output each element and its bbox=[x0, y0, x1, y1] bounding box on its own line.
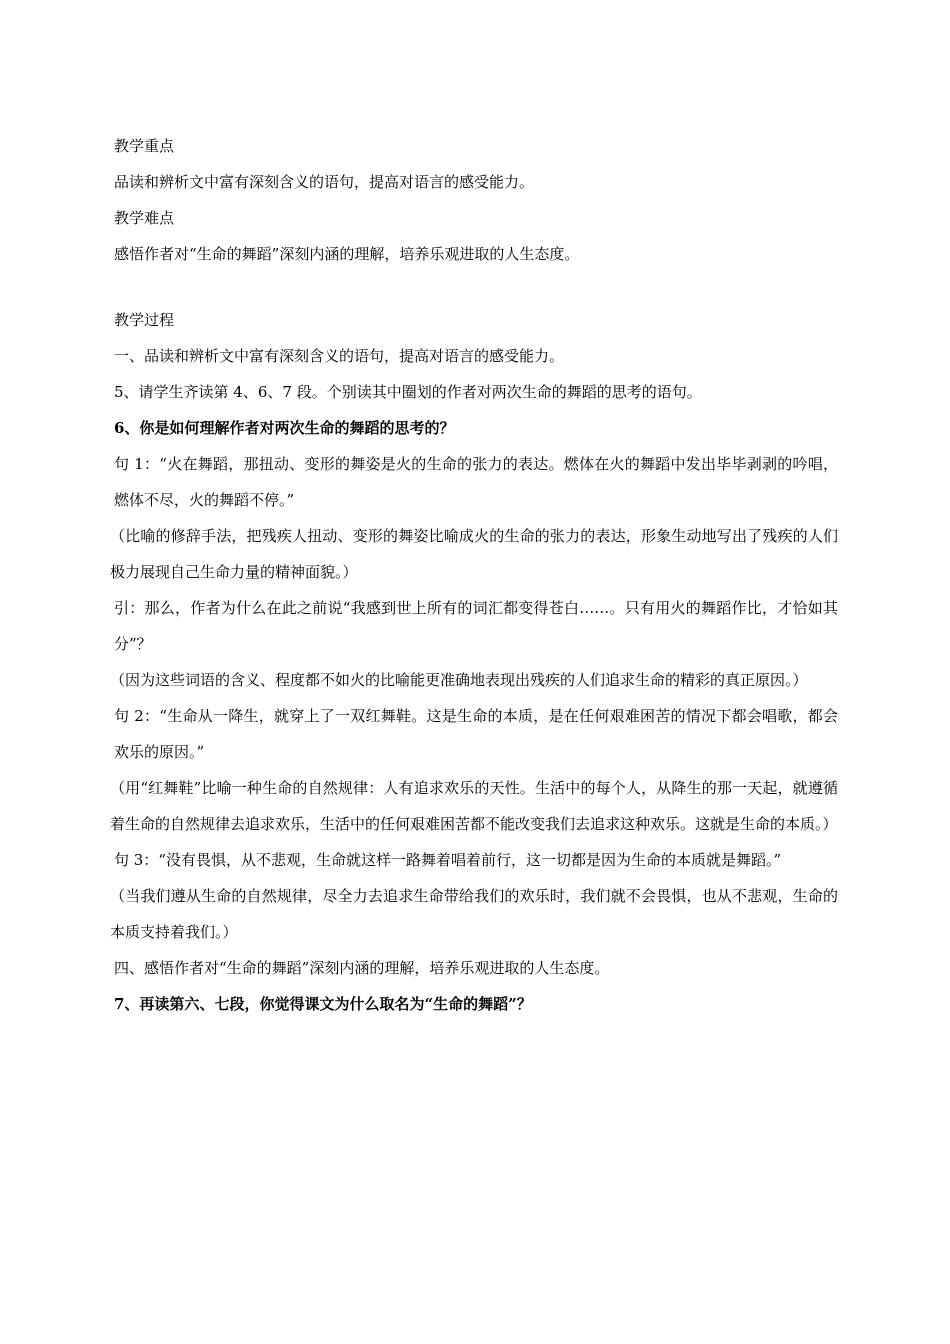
sentence-1: 句 1：“火在舞蹈，那扭动、变形的舞姿是火的生命的张力的表达。燃体在火的舞蹈中发出毕毕剥剥的吟唱，燃体不尽，火的舞蹈不停。” bbox=[114, 455, 838, 509]
answer-3: （当我们遵从生命的自然规律，尽全力去追求生命带给我们的欢乐时，我们就不会畏惧，也从不悲观，生命的本质支持着我们。） bbox=[110, 887, 838, 941]
answer-prompt-1: （因为这些词语的含义、程度都不如火的比喻能更准确地表现出残疾的人们追求生命的精彩的真正原因。） bbox=[110, 671, 808, 689]
process-heading: 教学过程 bbox=[114, 311, 175, 329]
section-gap bbox=[114, 272, 838, 302]
answer-1: （比喻的修辞手法，把残疾人扭动、变形的舞姿比喻成火的生命的张力的表达，形象生动地写出了残疾的人们极力展现自己生命力量的精神面貌。） bbox=[110, 527, 838, 581]
difficulty-text: 感悟作者对“生命的舞蹈”深刻内涵的理解，培养乐观进取的人生态度。 bbox=[114, 245, 580, 263]
item-7-question: 7、再读第六、七段，你觉得课文为什么取名为“生命的舞蹈”？ bbox=[114, 995, 532, 1013]
prompt-1: 引：那么，作者为什么在此之前说“我感到世上所有的词汇都变得苍白……。只有用火的舞蹈作比，才恰如其分”？ bbox=[114, 599, 838, 653]
focus-heading: 教学重点 bbox=[114, 137, 175, 155]
sentence-3: 句 3：“没有畏惧，从不悲观，生命就这样一路舞着唱着前行，这一切都是因为生命的本质就是舞蹈。” bbox=[114, 851, 782, 869]
document-page bbox=[110, 128, 838, 1022]
section-1-title: 一、品读和辨析文中富有深刻含义的语句，提高对语言的感受能力。 bbox=[114, 347, 565, 365]
section-4-title: 四、感悟作者对“生命的舞蹈”深刻内涵的理解，培养乐观进取的人生态度。 bbox=[114, 959, 610, 977]
item-6-question: 6、你是如何理解作者对两次生命的舞蹈的思考的？ bbox=[114, 419, 455, 437]
answer-2: （用“红舞鞋”比喻一种生命的自然规律：人有追求欢乐的天性。生活中的每个人，从降生的那一天起，就遵循着生命的自然规律去追求欢乐，生活中的任何艰难困苦都不能改变我们去追求这种欢乐。这就是生命的本质。） bbox=[110, 779, 838, 833]
item-5: 5、请学生齐读第 4、6、7 段。个别读其中圈划的作者对两次生命的舞蹈的思考的语句。 bbox=[114, 383, 702, 401]
sentence-2: 句 2：“生命从一降生，就穿上了一双红舞鞋。这是生命的本质，是在任何艰难困苦的情况下都会唱歌，都会欢乐的原因。” bbox=[114, 707, 838, 761]
difficulty-heading: 教学难点 bbox=[114, 209, 175, 227]
focus-text: 品读和辨析文中富有深刻含义的语句，提高对语言的感受能力。 bbox=[114, 173, 535, 191]
